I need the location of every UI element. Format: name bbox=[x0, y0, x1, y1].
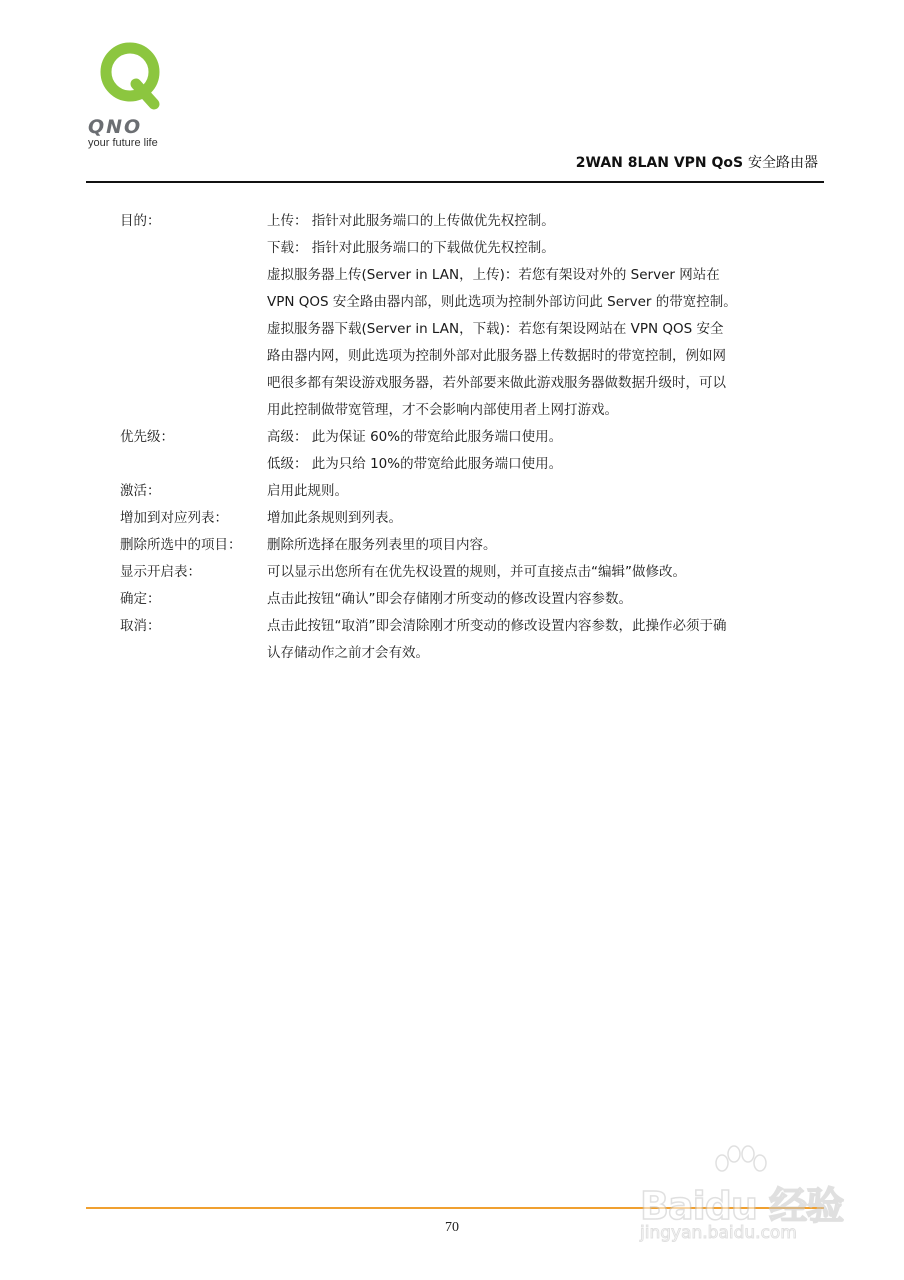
description-line: 吧很多都有架设游戏服务器，若外部要来做此游戏服务器做数据升级时，可以 bbox=[267, 375, 726, 391]
description-line: 启用此规则。 bbox=[267, 483, 348, 499]
company-logo bbox=[88, 40, 178, 152]
document-title-cn: 安全路由器 bbox=[748, 155, 818, 171]
description-line: 下载： 指针对此服务端口的下载做优先权控制。 bbox=[267, 240, 555, 256]
definition-term: 优先级： bbox=[120, 429, 174, 445]
header-rule bbox=[86, 181, 824, 183]
definition-row bbox=[120, 586, 800, 613]
baidu-watermark bbox=[640, 1145, 860, 1275]
definition-description bbox=[267, 532, 800, 559]
description-line: 虚拟服务器上传(Server in LAN，上传)：若您有架设对外的 Server 网站在 bbox=[267, 267, 720, 283]
logo-brand-text: QNO bbox=[88, 116, 143, 138]
definition-term: 删除所选中的项目： bbox=[120, 537, 242, 553]
definition-description bbox=[267, 613, 800, 667]
definition-description bbox=[267, 424, 800, 478]
description-line: 低级： 此为只给 10%的带宽给此服务端口使用。 bbox=[267, 456, 563, 472]
definition-list bbox=[120, 208, 800, 667]
definition-row bbox=[120, 613, 800, 667]
description-line: 认存储动作之前才会有效。 bbox=[267, 645, 429, 661]
definition-term: 目的： bbox=[120, 213, 161, 229]
description-line: 用此控制做带宽管理，才不会影响内部使用者上网打游戏。 bbox=[267, 402, 618, 418]
definition-description bbox=[267, 559, 800, 586]
description-line: 可以显示出您所有在优先权设置的规则，并可直接点击“编辑”做修改。 bbox=[267, 564, 686, 580]
description-line: 点击此按钮“取消”即会清除刚才所变动的修改设置内容参数，此操作必须于确 bbox=[267, 618, 727, 634]
description-line: 删除所选择在服务列表里的项目内容。 bbox=[267, 537, 497, 553]
definition-row bbox=[120, 505, 800, 532]
definition-description bbox=[267, 208, 800, 424]
page-number: 70 bbox=[445, 1220, 459, 1235]
description-line: 增加此条规则到列表。 bbox=[267, 510, 402, 526]
definition-row bbox=[120, 559, 800, 586]
definition-row bbox=[120, 478, 800, 505]
document-title bbox=[576, 152, 818, 172]
description-line: 路由器内网，则此选项为控制外部对此服务器上传数据时的带宽控制，例如网 bbox=[267, 348, 726, 364]
definition-description bbox=[267, 586, 800, 613]
definition-row bbox=[120, 208, 800, 424]
description-line: 虚拟服务器下载(Server in LAN，下载)：若您有架设网站在 VPN QOS 安全 bbox=[267, 321, 724, 337]
description-line: 上传： 指针对此服务端口的上传做优先权控制。 bbox=[267, 213, 555, 229]
watermark-url: jingyan.baidu.com bbox=[640, 1223, 797, 1243]
definition-term: 增加到对应列表： bbox=[120, 510, 228, 526]
definition-term: 显示开启表： bbox=[120, 564, 201, 580]
definition-row bbox=[120, 424, 800, 478]
definition-term: 确定： bbox=[120, 591, 161, 607]
definition-term: 取消： bbox=[120, 618, 161, 634]
document-title-en: 2WAN 8LAN VPN QoS bbox=[575, 155, 744, 171]
description-line: VPN QOS 安全路由器内部，则此选项为控制外部访问此 Server 的带宽控制。 bbox=[267, 294, 737, 310]
description-line: 点击此按钮“确认”即会存储刚才所变动的修改设置内容参数。 bbox=[267, 591, 632, 607]
definition-description bbox=[267, 478, 800, 505]
definition-row bbox=[120, 532, 800, 559]
description-line: 高级： 此为保证 60%的带宽给此服务端口使用。 bbox=[267, 429, 563, 445]
q-logo-icon bbox=[96, 40, 166, 110]
logo-tagline: your future life bbox=[88, 137, 158, 149]
definition-term: 激活： bbox=[120, 483, 161, 499]
watermark-brand: Baidu 经验 bbox=[640, 1184, 844, 1228]
definition-description bbox=[267, 505, 800, 532]
